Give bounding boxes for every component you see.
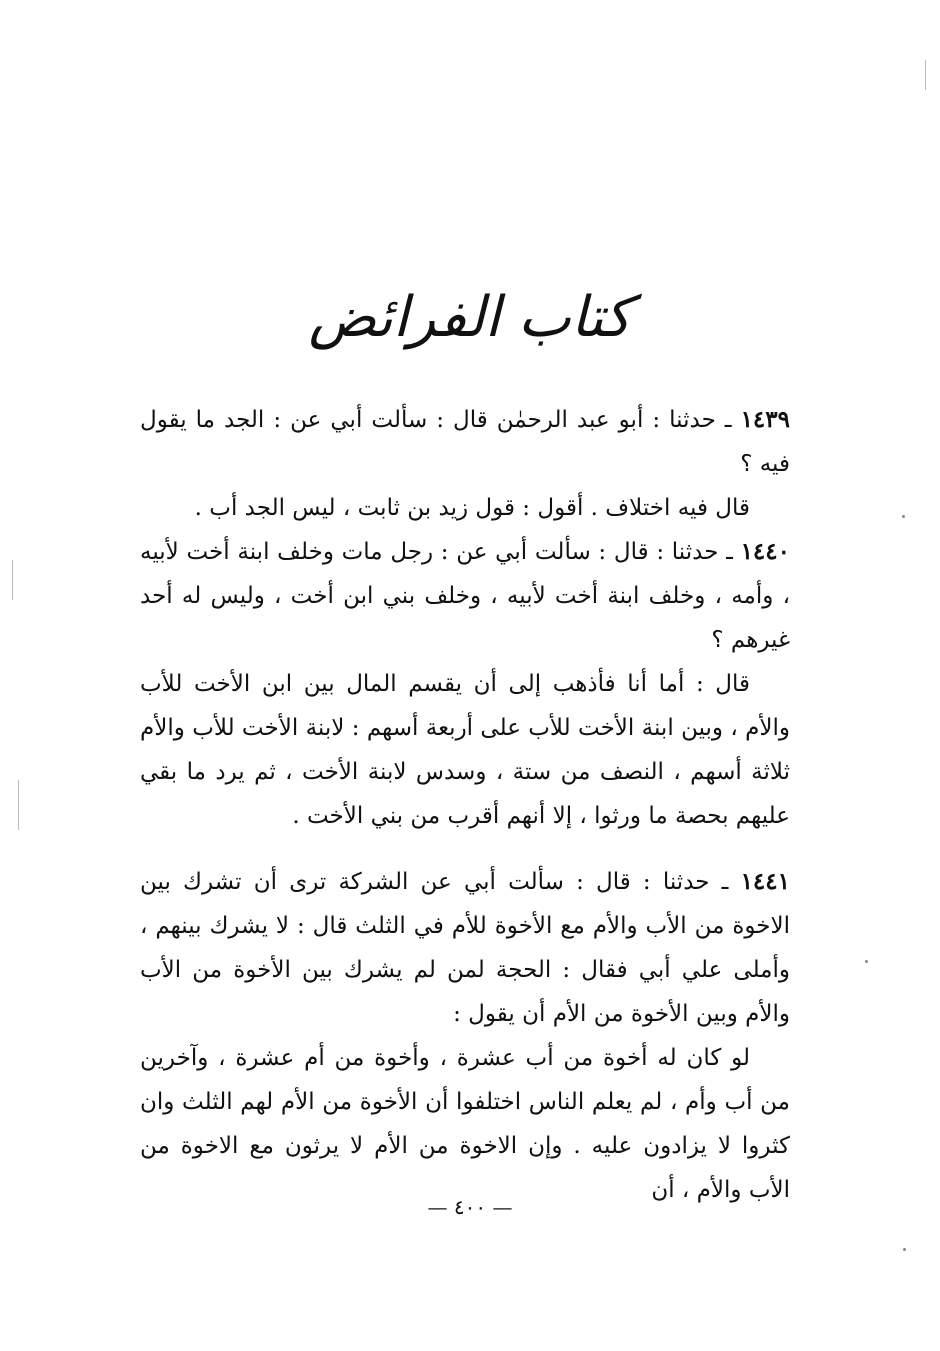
paragraph-text: ـ حدثنا : أبو عبد الرحمٰن قال : سألت أبي عن : الجد ما يقول فيه ؟: [140, 407, 790, 477]
paragraph: [140, 860, 790, 1036]
chapter-title: كتاب الفرائض: [308, 285, 632, 350]
paragraph: [140, 530, 790, 662]
scan-margin-mark: [18, 780, 19, 830]
paragraph: [140, 486, 790, 530]
scan-speck: [865, 960, 868, 963]
paragraph: [140, 1036, 790, 1212]
paragraph-text: قال : أما أنا فأذهب إلى أن يقسم المال بين ابن الأخت للأب والأم ، وبين ابنة الأخت للأب على أربعة أسهم : لابنة الأخت للأب والأم ثلاثة أسهم ، النصف من ستة ، وسدس لابنة الأخت ، ثم يرد ما بقي عليهم بحصة ما ورثوا ، إلا أنهم أقرب من بني الأخت .: [140, 671, 790, 829]
scan-speck: [902, 515, 905, 518]
scan-speck: [903, 1248, 906, 1251]
hadith-number: ١٤٤٠: [740, 538, 790, 565]
text-block-upper: [140, 398, 790, 838]
paragraph-text: لو كان له أخوة من أب عشرة ، وأخوة من أم عشرة ، وآخرين من أب وأم ، لم يعلم الناس اختلفوا أن الأخوة من الأم لهم الثلث وان كثروا لا يزادون عليه . وإن الاخوة من الأم لا يرثون مع الاخوة من الأب والأم ، أن: [140, 1045, 790, 1203]
text-block-lower: [140, 860, 790, 1212]
paragraph-text: ـ حدثنا : قال : سألت أبي عن الشركة ترى أن تشرك بين الاخوة من الأب والأم مع الأخوة للأم في الثلث قال : لا يشرك بينهم ، وأملى علي أبي فقال : الحجة لمن لم يشرك بين الأخوة من الأب والأم وبين الأخوة من الأم أن يقول :: [140, 869, 790, 1027]
scan-margin-mark: [12, 560, 13, 600]
paragraph: [140, 662, 790, 838]
paragraph-text: ـ حدثنا : قال : سألت أبي عن : رجل مات وخلف ابنة أخت لأبيه ، وأمه ، وخلف ابنة أخت لأبيه ، وخلف بني ابن أخت ، وليس له أحد غيرهم ؟: [140, 539, 790, 653]
paragraph: [140, 398, 790, 486]
page-number: — ٤٠٠ —: [427, 1195, 513, 1219]
hadith-number: ١٤٤١: [740, 868, 790, 895]
scan-margin-mark: [925, 60, 926, 90]
hadith-number: ١٤٣٩: [740, 406, 790, 433]
paragraph-text: قال فيه اختلاف . أقول : قول زيد بن ثابت ، ليس الجد أب .: [194, 495, 750, 521]
